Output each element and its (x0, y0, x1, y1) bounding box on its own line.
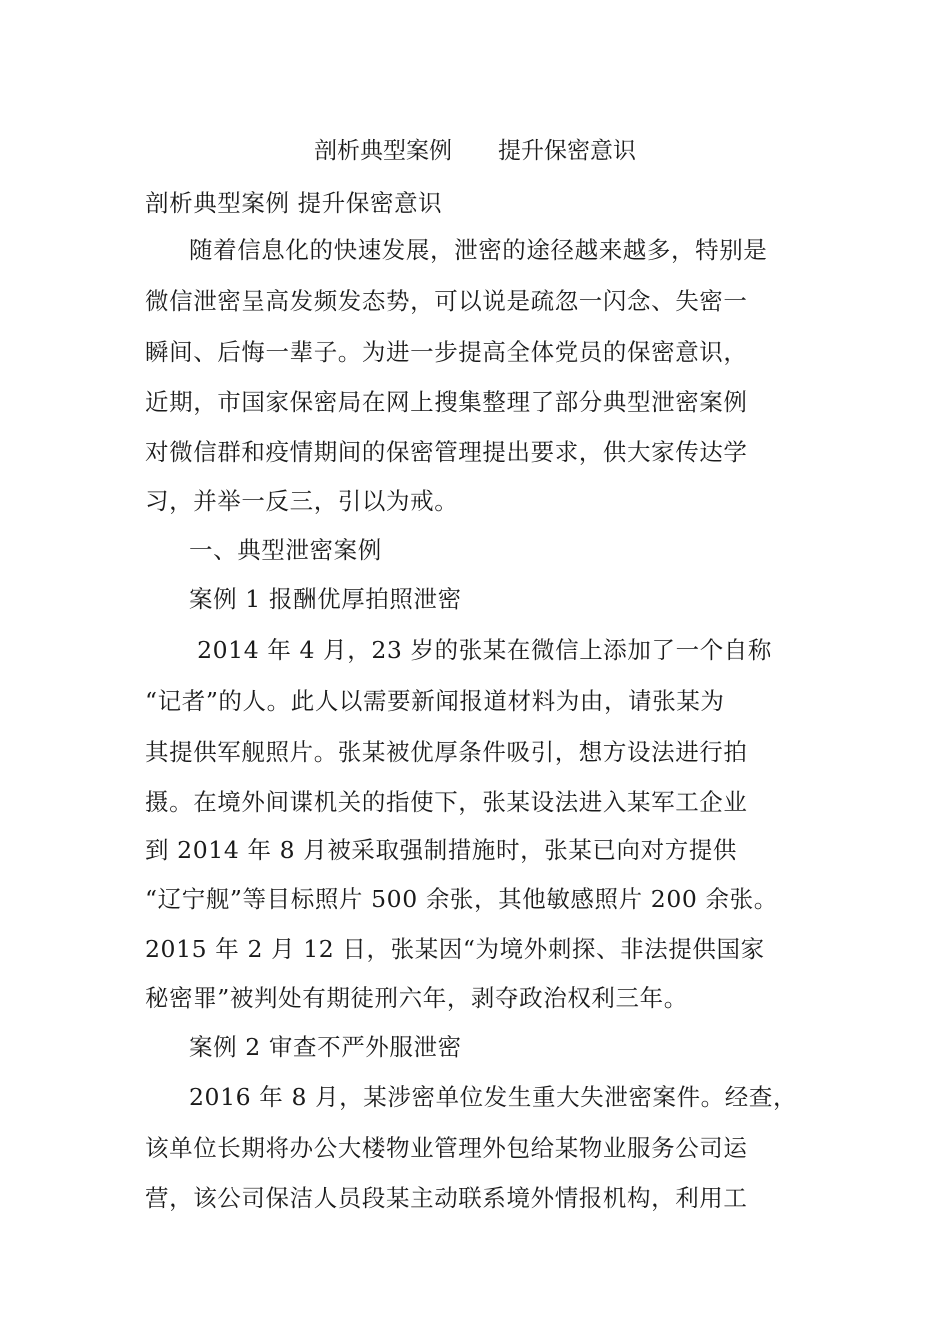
paragraph-line: 秘密罪”被判处有期徒刑六年，剥夺政治权利三年。 (145, 984, 688, 1012)
document-title: 剖析典型案例 提升保密意识 (314, 138, 636, 164)
paragraph-line: 瞬间、后悔一辈子。为进一步提高全体党员的保密意识， (145, 338, 748, 366)
paragraph-line: 其提供军舰照片。张某被优厚条件吸引，想方设法进行拍 (145, 738, 748, 766)
paragraph-line: 摄。在境外间谍机关的指使下，张某设法进入某军工企业 (145, 788, 748, 816)
paragraph-line: 对微信群和疫情期间的保密管理提出要求，供大家传达学 (145, 438, 748, 466)
paragraph-line: 近期，市国家保密局在网上搜集整理了部分典型泄密案例 (145, 388, 748, 416)
paragraph-line: 2015 年 2 月 12 日，张某因“为境外刺探、非法提供国家 (145, 935, 765, 963)
paragraph-line: 营，该公司保洁人员段某主动联系境外情报机构，利用工 (145, 1184, 748, 1212)
paragraph-line: 习，并举一反三，引以为戒。 (145, 487, 459, 515)
paragraph-line: 微信泄密呈高发频发态势，可以说是疏忽一闪念、失密一 (145, 287, 748, 315)
document-subtitle: 剖析典型案例 提升保密意识 (145, 189, 443, 217)
paragraph-line: 2014 年 4 月，23 岁的张某在微信上添加了一个自称 (189, 636, 773, 664)
paragraph-line: 该单位长期将办公大楼物业管理外包给某物业服务公司运 (145, 1134, 748, 1162)
paragraph-line: 随着信息化的快速发展，泄密的途径越来越多，特别是 (189, 236, 768, 264)
paragraph-line: “记者”的人。此人以需要新闻报道材料为由，请张某为 (145, 687, 725, 715)
paragraph-line: 到 2014 年 8 月被采取强制措施时，张某已向对方提供 (145, 836, 738, 864)
section-heading: 一、典型泄密案例 (189, 536, 382, 564)
case-heading: 案例 1 报酬优厚拍照泄密 (189, 585, 462, 613)
paragraph-line: 2016 年 8 月，某涉密单位发生重大失泄密案件。经查， (189, 1083, 798, 1111)
case-heading: 案例 2 审查不严外服泄密 (189, 1033, 462, 1061)
paragraph-line: “辽宁舰”等目标照片 500 余张，其他敏感照片 200 余张。 (145, 885, 778, 913)
